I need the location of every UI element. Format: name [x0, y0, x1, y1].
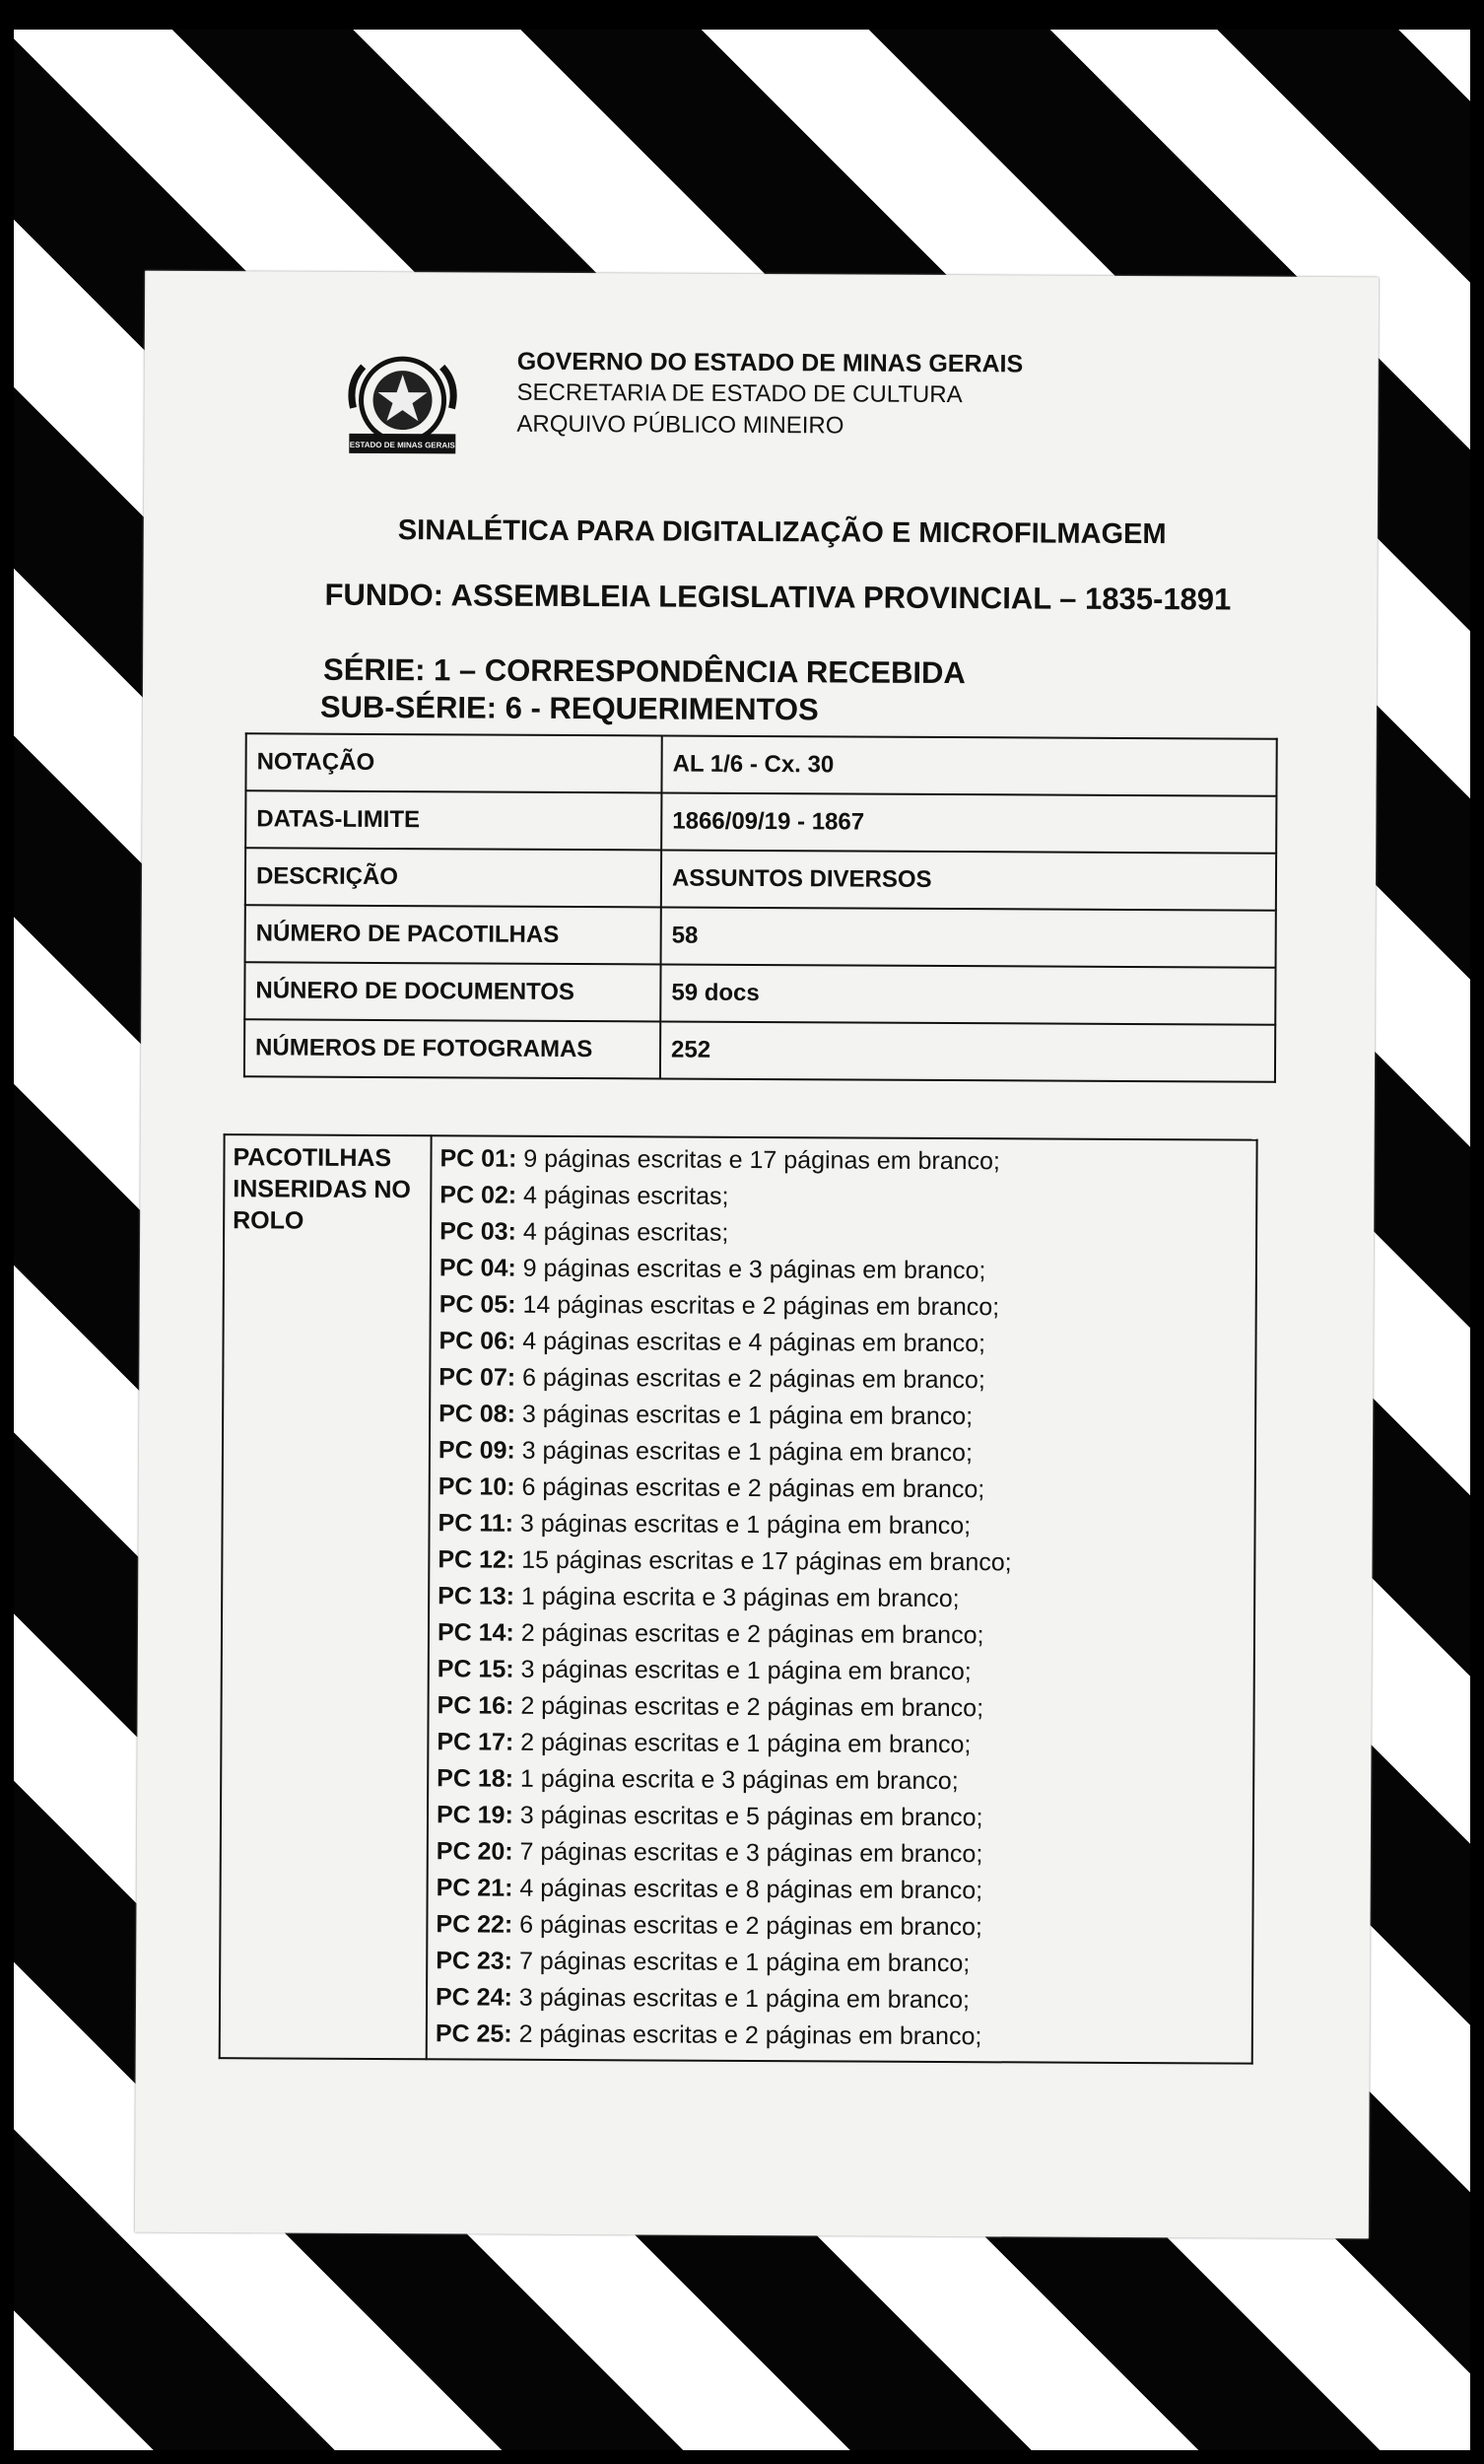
- minas-gerais-coat-of-arms-icon: [341, 349, 470, 468]
- list-item: [438, 1323, 1247, 1363]
- pc-description: 9 páginas escritas e 3 páginas em branco;: [515, 1254, 986, 1285]
- list-item: [438, 1432, 1247, 1472]
- pc-description: 2 páginas escritas e 2 páginas em branco;: [513, 1618, 984, 1650]
- metadata-label: NÚMERO DE PACOTILHAS: [245, 905, 661, 964]
- list-item: [436, 1979, 1244, 2019]
- list-item: [439, 1213, 1248, 1254]
- pc-description: 1 página escrita e 3 páginas em branco;: [512, 1764, 959, 1796]
- pc-code: PC 01:: [439, 1144, 517, 1173]
- list-item: [439, 1250, 1248, 1290]
- pc-description: 3 páginas escritas e 1 página em branco;: [514, 1436, 974, 1468]
- crest-banner-text: ESTADO DE MINAS GERAIS: [349, 440, 455, 450]
- pc-description: 6 páginas escritas e 2 páginas em branco;: [512, 1910, 983, 1942]
- pc-code: PC 25:: [435, 2019, 512, 2048]
- list-item: [436, 1906, 1244, 1947]
- document-title: SINALÉTICA PARA DIGITALIZAÇÃO E MICROFILMAGEM: [397, 514, 1167, 551]
- pc-description: 7 páginas escritas e 3 páginas em branco;: [512, 1837, 983, 1869]
- list-item: [437, 1870, 1245, 1910]
- pc-description: 3 páginas escritas e 1 página em branco;: [513, 1655, 972, 1686]
- metadata-value: 1866/09/19 - 1867: [661, 792, 1276, 853]
- metadata-label: NÚMEROS DE FOTOGRAMAS: [244, 1019, 660, 1078]
- pc-code: PC 24:: [435, 1983, 512, 2012]
- pacotilhas-list-cell: [427, 1135, 1257, 2063]
- pc-description: 4 páginas escritas e 4 páginas em branco;: [515, 1327, 986, 1358]
- pc-code: PC 23:: [436, 1947, 513, 1975]
- list-item: [438, 1505, 1246, 1545]
- list-item: [437, 1724, 1245, 1764]
- pc-code: PC 03:: [439, 1217, 517, 1246]
- list-item: [436, 1943, 1244, 1983]
- pc-description: 3 páginas escritas e 1 página em branco;: [511, 1983, 971, 2015]
- pc-description: 14 páginas escritas e 2 páginas em branco;: [515, 1290, 1000, 1322]
- pc-description: 2 páginas escritas e 1 página em branco;: [513, 1728, 972, 1759]
- archive-heading: ARQUIVO PÚBLICO MINEIRO: [516, 410, 844, 440]
- subserie-heading: SUB-SÉRIE: 6 - REQUERIMENTOS: [319, 689, 819, 727]
- pc-code: PC 10:: [438, 1472, 515, 1501]
- pacotilhas-label-cell: [220, 1134, 432, 2059]
- pc-code: PC 20:: [436, 1837, 513, 1866]
- metadata-value: 58: [661, 907, 1276, 967]
- list-item: [437, 1760, 1245, 1801]
- pc-code: PC 12:: [438, 1545, 515, 1574]
- pc-description: 2 páginas escritas e 2 páginas em branco;: [511, 2019, 982, 2051]
- list-item: [438, 1687, 1246, 1728]
- pc-code: PC 19:: [436, 1801, 513, 1829]
- pacotilhas-label-line: ROLO: [233, 1206, 304, 1235]
- metadata-value: ASSUNTOS DIVERSOS: [661, 850, 1276, 910]
- metadata-label: NOTAÇÃO: [245, 733, 661, 792]
- pc-description: 4 páginas escritas;: [515, 1217, 729, 1247]
- metadata-label: DATAS-LIMITE: [245, 790, 661, 850]
- pc-code: PC 18:: [437, 1764, 514, 1793]
- table-row: [245, 905, 1276, 967]
- list-item: [438, 1541, 1246, 1582]
- list-item: [436, 2016, 1244, 2056]
- pc-code: PC 17:: [437, 1728, 514, 1756]
- list-item: [438, 1359, 1247, 1400]
- metadata-label: DESCRIÇÃO: [245, 848, 661, 907]
- pc-code: PC 13:: [438, 1582, 515, 1610]
- pc-code: PC 02:: [439, 1181, 517, 1209]
- pc-code: PC 07:: [438, 1363, 516, 1392]
- pc-code: PC 21:: [436, 1874, 513, 1902]
- table-row: [245, 848, 1276, 910]
- pc-description: 1 página escrita e 3 páginas em branco;: [513, 1582, 960, 1613]
- pc-description: 3 páginas escritas e 5 páginas em branco;: [512, 1801, 983, 1832]
- serie-heading: SÉRIE: 1 – CORRESPONDÊNCIA RECEBIDA: [323, 651, 966, 691]
- pc-description: 6 páginas escritas e 2 páginas em branco;: [515, 1363, 985, 1395]
- pc-code: PC 22:: [436, 1910, 513, 1939]
- list-item: [438, 1651, 1246, 1691]
- list-item: [437, 1833, 1245, 1874]
- table-row: [220, 1134, 1257, 2063]
- pacotilhas-table: [219, 1133, 1258, 2064]
- pc-description: 6 páginas escritas e 2 páginas em branco;: [514, 1472, 985, 1504]
- pc-description: 3 páginas escritas e 1 página em branco;: [512, 1509, 972, 1540]
- list-item: [437, 1797, 1245, 1837]
- pc-description: 4 páginas escritas;: [516, 1181, 729, 1210]
- metadata-value: AL 1/6 - Cx. 30: [661, 735, 1276, 795]
- pc-code: PC 06:: [438, 1327, 516, 1355]
- metadata-table: [243, 732, 1278, 1082]
- table-row: [245, 790, 1276, 853]
- pacotilhas-label-line: INSERIDAS NO: [233, 1175, 412, 1204]
- pc-code: PC 11:: [438, 1509, 514, 1538]
- pacotilhas-label-line: PACOTILHAS: [233, 1143, 392, 1173]
- government-heading: GOVERNO DO ESTADO DE MINAS GERAIS: [516, 347, 1024, 378]
- list-item: [438, 1578, 1246, 1618]
- table-row: [244, 962, 1275, 1024]
- pc-code: PC 14:: [437, 1618, 514, 1647]
- pc-description: 15 páginas escritas e 17 páginas em branco;: [514, 1545, 1012, 1577]
- pc-code: PC 08:: [438, 1400, 516, 1428]
- secretariat-heading: SECRETARIA DE ESTADO DE CULTURA: [516, 378, 963, 409]
- list-item: [438, 1469, 1247, 1509]
- list-item: [439, 1286, 1248, 1327]
- list-item: [438, 1614, 1246, 1655]
- table-row: [245, 733, 1276, 795]
- list-item: [439, 1140, 1248, 1181]
- fundo-heading: FUNDO: ASSEMBLEIA LEGISLATIVA PROVINCIAL – 1835-1891: [324, 577, 1232, 617]
- pc-code: PC 15:: [437, 1655, 514, 1683]
- pc-code: PC 05:: [438, 1290, 516, 1319]
- list-item: [439, 1177, 1248, 1217]
- pc-description: 3 páginas escritas e 1 página em branco;: [514, 1400, 974, 1431]
- pc-description: 9 páginas escritas e 17 páginas em branco;: [516, 1144, 1000, 1176]
- table-row: [244, 1019, 1275, 1081]
- list-item: [438, 1396, 1247, 1436]
- pc-description: 7 páginas escritas e 1 página em branco;: [511, 1947, 971, 1978]
- pc-code: PC 09:: [438, 1436, 515, 1465]
- pc-description: 4 páginas escritas e 8 páginas em branco;: [512, 1874, 983, 1905]
- metadata-value: 59 docs: [660, 964, 1275, 1024]
- pc-code: PC 04:: [438, 1254, 516, 1282]
- metadata-label: NÚNERO DE DOCUMENTOS: [244, 962, 660, 1021]
- pc-code: PC 16:: [437, 1691, 514, 1720]
- document-card: [135, 271, 1379, 2239]
- pc-description: 2 páginas escritas e 2 páginas em branco;: [513, 1691, 984, 1723]
- metadata-value: 252: [660, 1021, 1275, 1081]
